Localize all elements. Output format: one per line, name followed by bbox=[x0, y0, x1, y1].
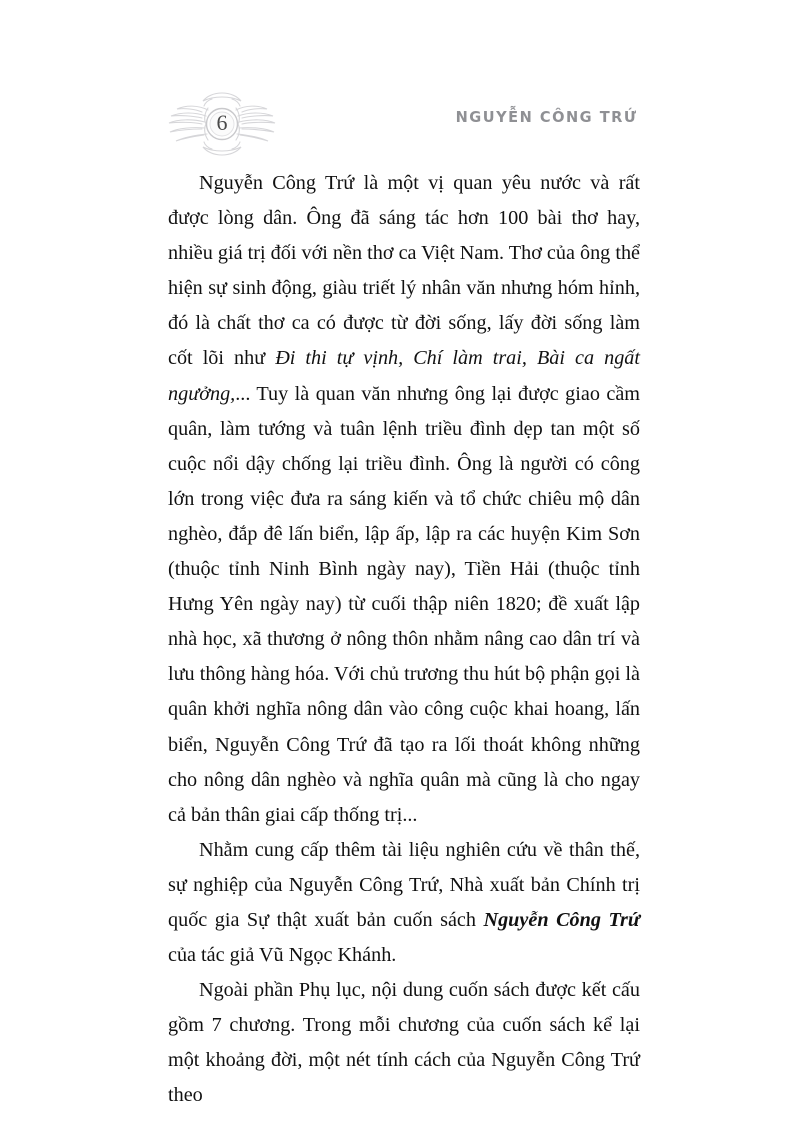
paragraph: Nhằm cung cấp thêm tài liệu nghiên cứu về thân thế, sự nghiệp của Nguyễn Công Trứ, Nhà xuất bản Chính trị quốc gia Sự thật xuất bản cuốn sách Nguyễn Công Trứ của tác giả Vũ Ngọc Khánh. bbox=[168, 838, 640, 967]
body-text-block bbox=[168, 166, 640, 1114]
work-title-italic: Đi thi tự vịnh, Chí làm trai, Bài ca ngất ngưởng, bbox=[168, 347, 640, 405]
book-title-bold: Nguyễn Công Trứ bbox=[483, 908, 640, 931]
paragraph: Nguyễn Công Trứ là một vị quan yêu nước và rất được lòng dân. Ông đã sáng tác hơn 100 bài thơ hay, nhiều giá trị đối với nền thơ ca Việt Nam. Thơ của ông thể hiện sự sinh động, giàu triết lý nhân văn nhưng hóm hỉnh, đó là chất thơ ca có được từ đời sống, lấy đời sống làm cốt lõi như Đi thi tự vịnh, Chí làm trai, Bài ca ngất ngưởng,... Tuy là quan văn nhưng ông lại được giao cầm quân, làm tướng và tuân lệnh triều đình dẹp tan một số cuộc nổi dậy chống lại triều đình. Ông là người có công lớn trong việc đưa ra sáng kiến và tổ chức chiêu mộ dân nghèo, đắp đê lấn biển, lập ấp, lập ra các huyện Kim Sơn (thuộc tỉnh Ninh Bình ngày nay), Tiền Hải (thuộc tỉnh Hưng Yên ngày nay) từ cuối thập niên 1820; đề xuất lập nhà học, xã thương ở nông thôn nhằm nâng cao dân trí và lưu thông hàng hóa. Với chủ trương thu hút bộ phận gọi là quân khởi nghĩa nông dân vào công cuộc khai hoang, lấn biển, Nguyễn Công Trứ đã tạo ra lối thoát không những cho nông dân nghèo và nghĩa quân mà cũng là cho ngay cả bản thân giai cấp thống trị... bbox=[168, 172, 640, 826]
paragraph: Ngoài phần Phụ lục, nội dung cuốn sách được kết cấu gồm 7 chương. Trong mỗi chương của cuốn sách kể lại một khoảng đời, một nét tính cách của Nguyễn Công Trứ theo bbox=[168, 979, 640, 1107]
page-number: 6 bbox=[216, 110, 228, 135]
running-head-title: NGUYỄN CÔNG TRỨ bbox=[456, 108, 638, 126]
page-number-ornament-group bbox=[168, 88, 276, 160]
page-header bbox=[168, 88, 638, 160]
